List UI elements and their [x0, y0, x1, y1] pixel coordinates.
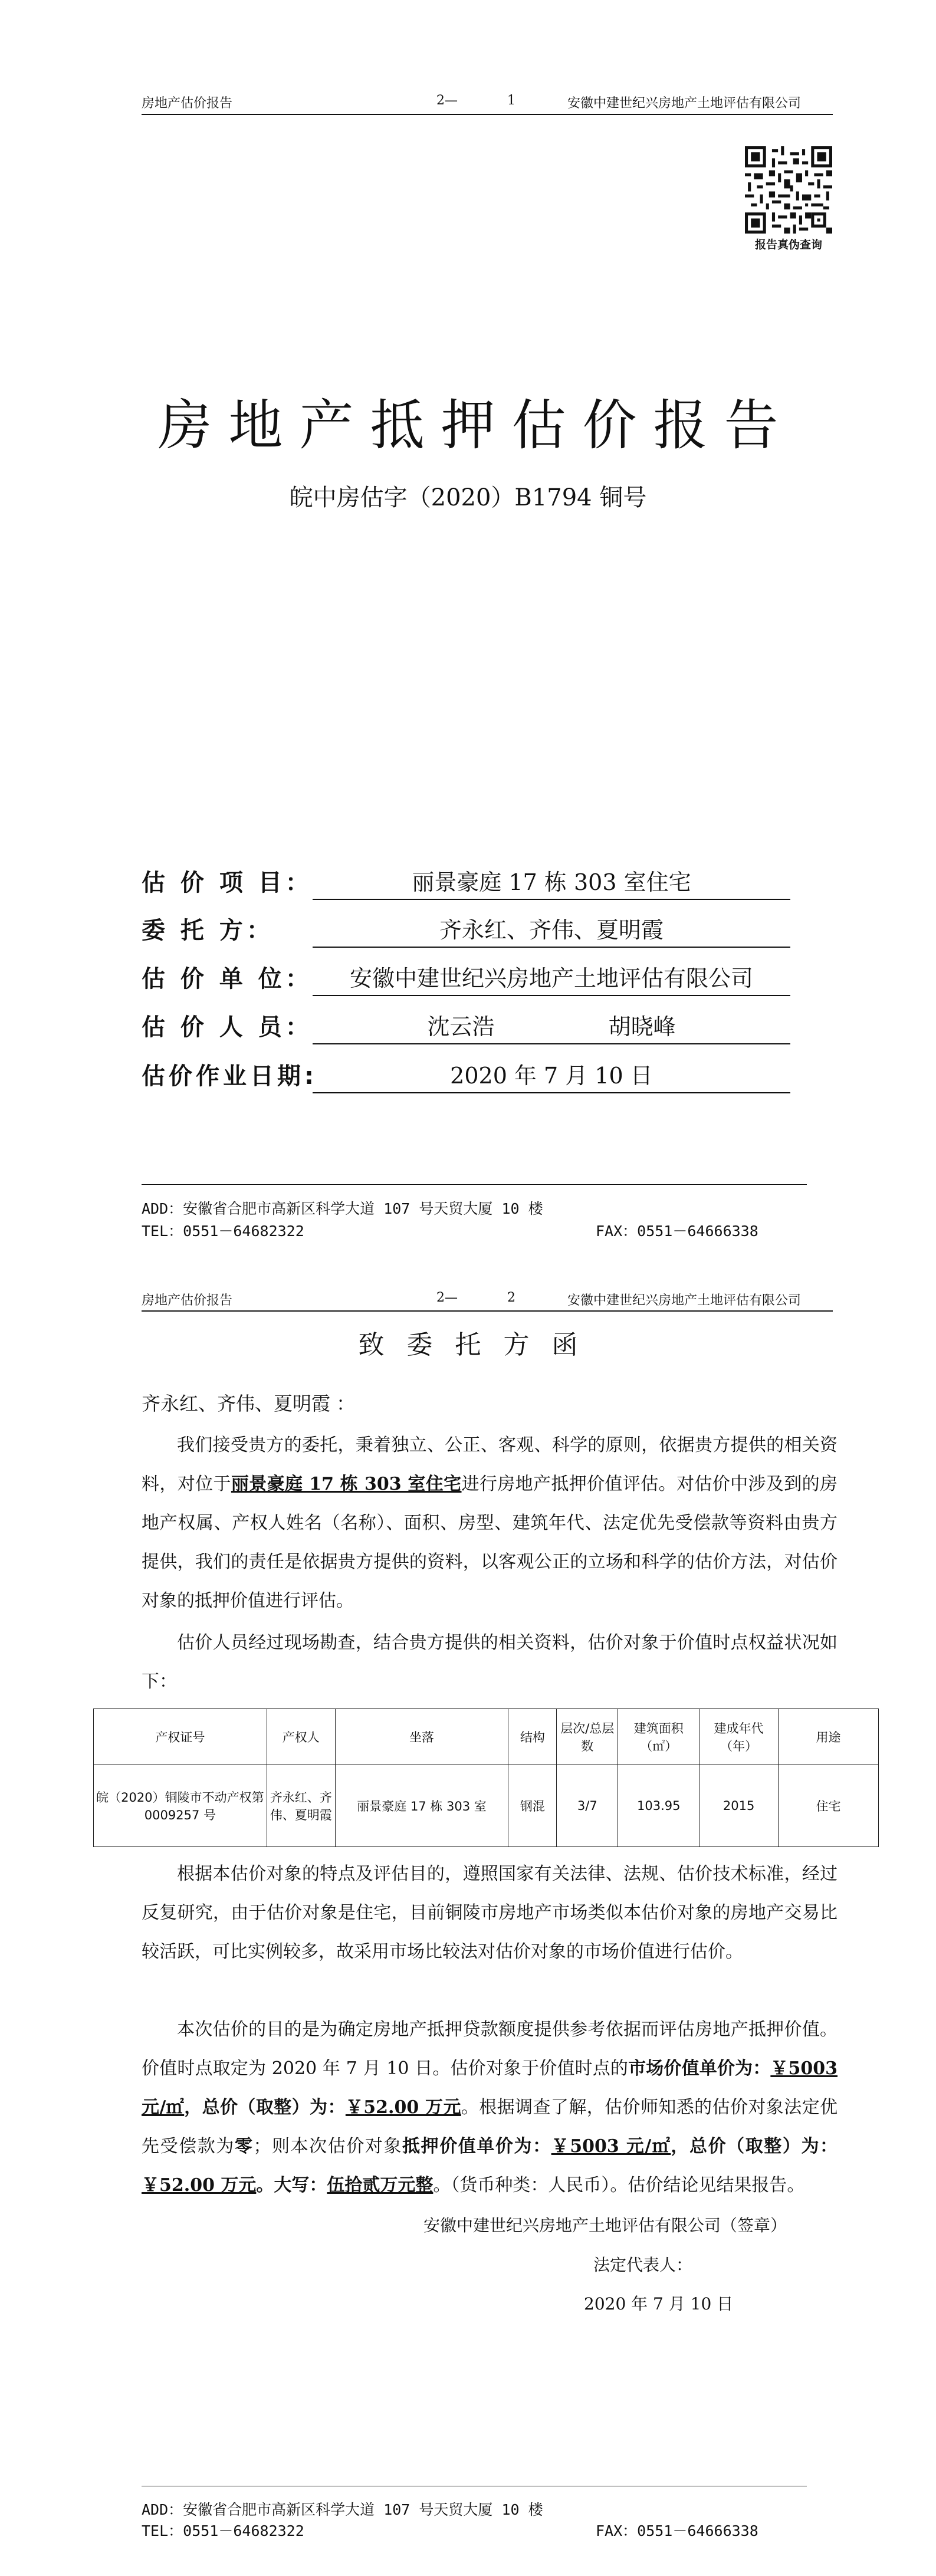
signature-representative: 法定代表人：	[593, 2255, 693, 2275]
header-rule	[142, 1310, 833, 1312]
paragraph-3: 根据本估价对象的特点及评估目的，遵照国家有关法律、法规、估价技术标准，经过反复研究，由于估价对象是住宅，目前铜陵市房地产市场类似本估价对象的房地产交易比较活跃，可比实例较多，故采用市场比较法对估价对象的市场价值进行估价。	[142, 1864, 838, 1962]
field-client	[142, 912, 802, 947]
amount-in-words: 伍拾贰万元整	[327, 2175, 433, 2196]
table-header-cell: 坐落	[335, 1709, 508, 1765]
market-total-price: ￥52.00 万元	[345, 2097, 461, 2118]
property-table	[93, 1708, 879, 1847]
footer-fax: FAX：0551－64666338	[596, 2522, 758, 2539]
table-cell: 住宅	[779, 1765, 879, 1847]
header-page-number: 1	[507, 93, 515, 108]
footer-tel: TEL：0551－64682322	[142, 1223, 304, 1240]
header-page: 2—	[436, 93, 458, 108]
text: 我们接受贵方的委托，秉着独立、公正、客观、科学的原则，依据贵方提供的相关资料，对位于	[142, 1435, 838, 1494]
header-rule	[142, 114, 833, 115]
qr-caption: 报告真伪查询	[754, 238, 822, 251]
footer-address: ADD：安徽省合肥市高新区科学大道 107 号天贸大厦 10 楼	[142, 1200, 543, 1217]
text: 本次估价的目的是为确定房地产抵押贷款额度提供参考依据而评估房地产抵押价值。价值时点取定为 2020 年 7 月 10 日。估价对象于价值时点的	[142, 2019, 838, 2079]
text-bold: ，总价（取整）为：	[671, 2136, 838, 2157]
text: 进行房地产抵押价值评估。对估价中涉及到的房地产权属、产权人姓名（名称）、面积、房型、建筑年代、法定优先受偿款等资料由贵方提供，我们的责任是依据贵方提供的资料，以客观公正的立场和科学的估价方法，对估价对象的抵押价值进行评估。	[142, 1474, 838, 1611]
footer-address: ADD：安徽省合肥市高新区科学大道 107 号天贸大厦 10 楼	[142, 2501, 543, 2518]
market-unit-price: ￥5003 元/㎡	[142, 2058, 838, 2118]
field-appraisers	[142, 1008, 802, 1044]
table-header-cell: 结构	[508, 1709, 557, 1765]
table-header-cell: 用途	[779, 1709, 879, 1765]
table-header-cell: 建成年代（年）	[699, 1709, 779, 1765]
header-left: 房地产估价报告	[142, 1293, 233, 1308]
table-row	[94, 1765, 879, 1847]
header-page-number: 2	[507, 1290, 515, 1305]
table-header-cell: 产权证号	[94, 1709, 267, 1765]
table-header-row	[94, 1709, 879, 1765]
table-cell: 丽景豪庭 17 栋 303 室	[335, 1765, 508, 1847]
report-title: 房地产抵押估价报告	[157, 394, 795, 457]
table-cell: 钢混	[508, 1765, 557, 1847]
field-value: 安徽中建世纪兴房地产土地评估有限公司	[313, 960, 790, 996]
text: ；则本次估价对象	[253, 2136, 403, 2157]
signature-date: 2020 年 7 月 10 日	[584, 2294, 734, 2314]
paragraph-1	[142, 1426, 838, 1621]
table-cell: 皖（2020）铜陵市不动产权第 0009257 号	[94, 1765, 267, 1847]
field-label: 估 价 单 位：	[142, 965, 313, 993]
salutation: 齐永红、齐伟、夏明霞 ：	[142, 1392, 356, 1415]
table-cell: 3/7	[557, 1765, 618, 1847]
table-header-cell: 产权人	[267, 1709, 335, 1765]
header-page: 2—	[436, 1290, 458, 1305]
field-value: 齐永红、齐伟、夏明霞	[313, 912, 790, 948]
field-label: 估 价 项 目：	[142, 869, 313, 896]
text-bold: 。大写：	[256, 2175, 327, 2196]
field-value: 丽景豪庭 17 栋 303 室住宅	[313, 864, 790, 900]
table-cell: 2015	[699, 1765, 779, 1847]
footer-rule	[142, 1184, 807, 1185]
footer-tel: TEL：0551－64682322	[142, 2522, 304, 2539]
table-cell: 103.95	[618, 1765, 699, 1847]
header-left: 房地产估价报告	[142, 96, 233, 111]
mortgage-unit-price: ￥5003 元/㎡	[551, 2136, 671, 2157]
letter-title: 致委托方函	[358, 1330, 600, 1360]
text-bold: 零	[234, 2136, 254, 2157]
header-right: 安徽中建世纪兴房地产土地评估有限公司	[567, 96, 802, 111]
table-cell: 齐永红、齐伟、夏明霞	[267, 1765, 335, 1847]
field-label: 估 价 人 员：	[142, 1014, 313, 1041]
field-value: 沈云浩 胡晓峰	[313, 1008, 790, 1044]
text-bold: 市场价值单价为：	[628, 2058, 771, 2079]
table-header-cell: 层次/总层数	[557, 1709, 618, 1765]
field-date	[142, 1057, 802, 1093]
field-appraiser-company	[142, 960, 802, 995]
text-bold: ，总价（取整）为：	[184, 2097, 346, 2118]
text-bold: 抵押价值单价为：	[402, 2136, 551, 2157]
field-label: 估价作业日期:	[142, 1063, 317, 1090]
field-label: 委 托 方：	[142, 917, 274, 944]
paragraph-2: 估价人员经过现场勘查，结合贵方提供的相关资料，估价对象于价值时点权益状况如下：	[142, 1632, 838, 1692]
field-project	[142, 864, 802, 899]
qr-code-icon	[745, 146, 832, 234]
text: 。（货币种类：人民币）。估价结论见结果报告。	[433, 2175, 805, 2196]
footer-fax: FAX：0551－64666338	[596, 1223, 758, 1240]
text: 。根据调查了解，估价师知悉的估价对象法定优先受偿款为	[142, 2097, 838, 2157]
mortgage-total-price: ￥52.00 万元	[142, 2175, 257, 2196]
field-value: 2020 年 7 月 10 日	[313, 1057, 790, 1093]
header-right: 安徽中建世纪兴房地产土地评估有限公司	[567, 1293, 802, 1308]
report-number: 皖中房估字（2020）B1794 铜号	[289, 484, 647, 511]
property-address: 丽景豪庭 17 栋 303 室住宅	[231, 1474, 462, 1494]
table-header-cell: 建筑面积（㎡）	[618, 1709, 699, 1765]
signature-company: 安徽中建世纪兴房地产土地评估有限公司（签章）	[423, 2216, 787, 2235]
paragraph-4	[142, 2010, 838, 2205]
